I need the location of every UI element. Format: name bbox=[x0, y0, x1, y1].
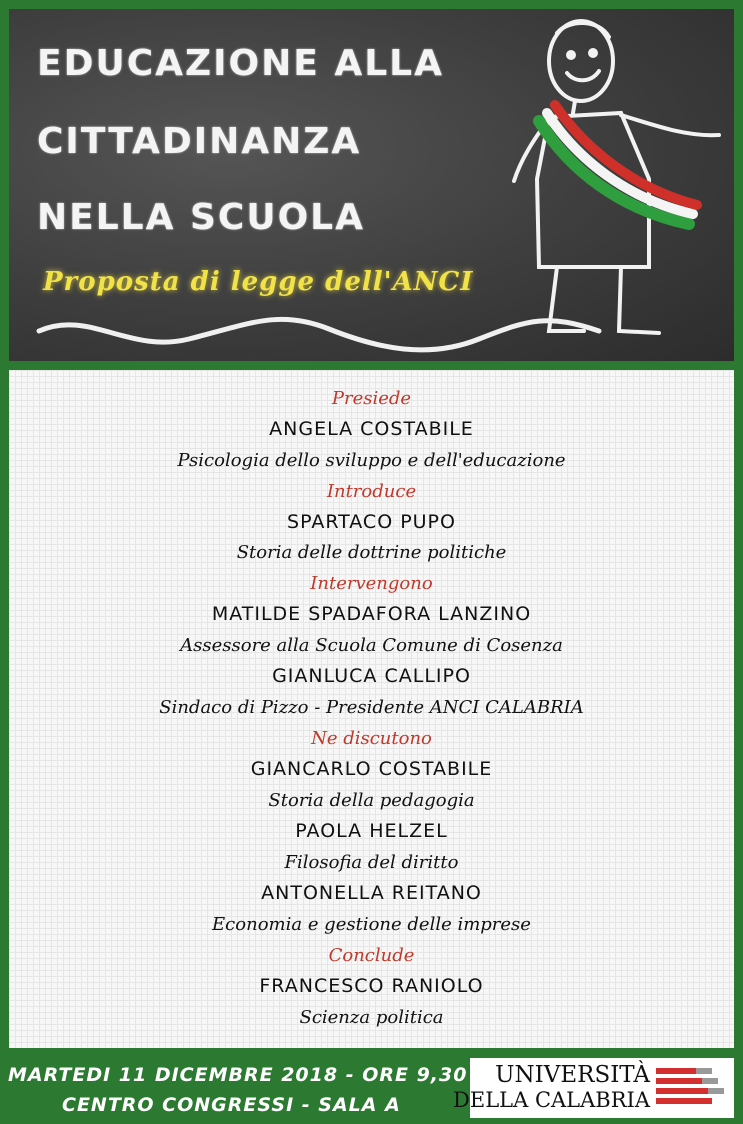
tricolour-sash-icon bbox=[539, 105, 697, 224]
event-venue: CENTRO CONGRESSI - SALA A bbox=[62, 1094, 401, 1116]
title-line-3: NELLA SCUOLA bbox=[37, 197, 365, 238]
role-label: Ne discutono bbox=[311, 728, 432, 749]
speaker-subject: Assessore alla Scuola Comune di Cosenza bbox=[180, 635, 563, 656]
speaker-subject: Sindaco di Pizzo - Presidente ANCI CALABRIA bbox=[159, 697, 584, 718]
speaker-subject: Storia delle dottrine politiche bbox=[236, 542, 507, 563]
chalkboard-header bbox=[9, 9, 734, 361]
logo-line-2: DELLA CALABRIA bbox=[453, 1088, 650, 1112]
speaker-subject: Scienza politica bbox=[299, 1007, 444, 1028]
speaker-name: ANGELA COSTABILE bbox=[269, 418, 474, 440]
role-label: Intervengono bbox=[310, 573, 433, 594]
speaker-subject: Psicologia dello sviluppo e dell'educazione bbox=[177, 450, 566, 471]
title-line-1: EDUCAZIONE ALLA bbox=[37, 43, 444, 84]
speaker-name: GIANLUCA CALLIPO bbox=[272, 665, 471, 687]
university-logo bbox=[453, 1058, 734, 1118]
speaker-name: MATILDE SPADAFORA LANZINO bbox=[211, 603, 532, 625]
chalk-wave-line bbox=[39, 319, 599, 350]
event-date-time: MARTEDI 11 DICEMBRE 2018 - ORE 9,30 bbox=[8, 1064, 468, 1086]
speaker-subject: Economia e gestione delle imprese bbox=[212, 914, 531, 935]
footer-bar bbox=[0, 1052, 743, 1124]
unical-logo-icon bbox=[656, 1068, 726, 1108]
speaker-subject: Filosofia del diritto bbox=[284, 852, 459, 873]
subtitle: Proposta di legge dell'ANCI bbox=[43, 267, 474, 297]
role-label: Presiede bbox=[331, 388, 412, 409]
speaker-name: ANTONELLA REITANO bbox=[261, 882, 482, 904]
role-label: Introduce bbox=[326, 481, 417, 502]
program-panel bbox=[9, 370, 734, 1048]
logo-line-1: UNIVERSITÀ bbox=[495, 1062, 650, 1088]
speaker-name: GIANCARLO COSTABILE bbox=[250, 758, 493, 780]
speaker-name: PAOLA HELZEL bbox=[295, 820, 448, 842]
speaker-name: SPARTACO PUPO bbox=[287, 511, 456, 533]
speaker-name: FRANCESCO RANIOLO bbox=[259, 975, 484, 997]
role-label: Conclude bbox=[328, 945, 415, 966]
title-line-2: CITTADINANZA bbox=[37, 121, 362, 162]
speaker-subject: Storia della pedagogia bbox=[268, 790, 475, 811]
